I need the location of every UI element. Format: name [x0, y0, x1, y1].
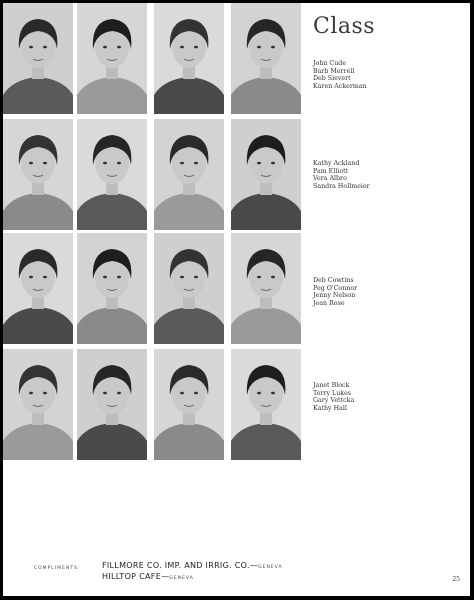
ad-town: GENEVA: [258, 565, 283, 570]
student-name: Kathy Hall: [313, 405, 347, 413]
student-name: Pam Elliott: [313, 167, 349, 175]
ad-line-2: HILLTOP CAFE—GENEVA: [102, 572, 194, 581]
student-name: Jenny Nelson: [313, 292, 356, 300]
student-portrait: [77, 349, 147, 460]
student-portrait: [3, 119, 73, 230]
student-name: Gary Vettcka: [313, 397, 355, 405]
student-name: Janet Block: [313, 382, 350, 389]
student-portrait: [231, 3, 301, 114]
student-portrait: [154, 119, 224, 230]
student-name: Terry Lukes: [313, 389, 352, 397]
ad-line-1: FILLMORE CO. IMP. AND IRRIG. CO.—GENEVA: [102, 561, 283, 570]
student-name: Barb Merrell: [313, 67, 355, 75]
student-name: Jean Rose: [313, 300, 345, 308]
student-name: Deb Cowtins: [313, 277, 354, 284]
ad-business-name: FILLMORE CO. IMP. AND IRRIG. CO.: [102, 561, 250, 570]
student-portrait: [77, 119, 147, 230]
student-portrait: [231, 119, 301, 230]
ad-town: GENEVA: [169, 576, 194, 581]
student-name: Peg O'Connor: [313, 284, 358, 292]
student-portrait: [77, 3, 147, 114]
page-title: Class: [313, 14, 376, 39]
student-portrait: [231, 349, 301, 460]
student-portrait: [154, 3, 224, 114]
student-portrait: [3, 233, 73, 344]
student-portrait: [154, 349, 224, 460]
student-name: Vera Albro: [313, 175, 347, 183]
student-name: John Cude: [313, 60, 347, 67]
student-name: Karen Ackerman: [313, 83, 367, 91]
page-number: 25: [452, 576, 460, 583]
ad-business-name: HILLTOP CAFE: [102, 572, 162, 581]
student-portrait: [3, 3, 73, 114]
student-name: Sandra Hollmeier: [313, 183, 370, 191]
student-portrait: [231, 233, 301, 344]
student-portrait: [3, 349, 73, 460]
name-list: [313, 160, 370, 191]
student-portrait: [77, 233, 147, 344]
student-name: Kathy Ackland: [313, 160, 360, 167]
name-list: [313, 382, 354, 413]
student-portrait: [154, 233, 224, 344]
name-list: [313, 60, 367, 91]
student-name: Deb Sievert: [313, 75, 351, 83]
name-list: [313, 277, 357, 308]
compliments-label: COMPLIMENTS:: [34, 566, 81, 571]
